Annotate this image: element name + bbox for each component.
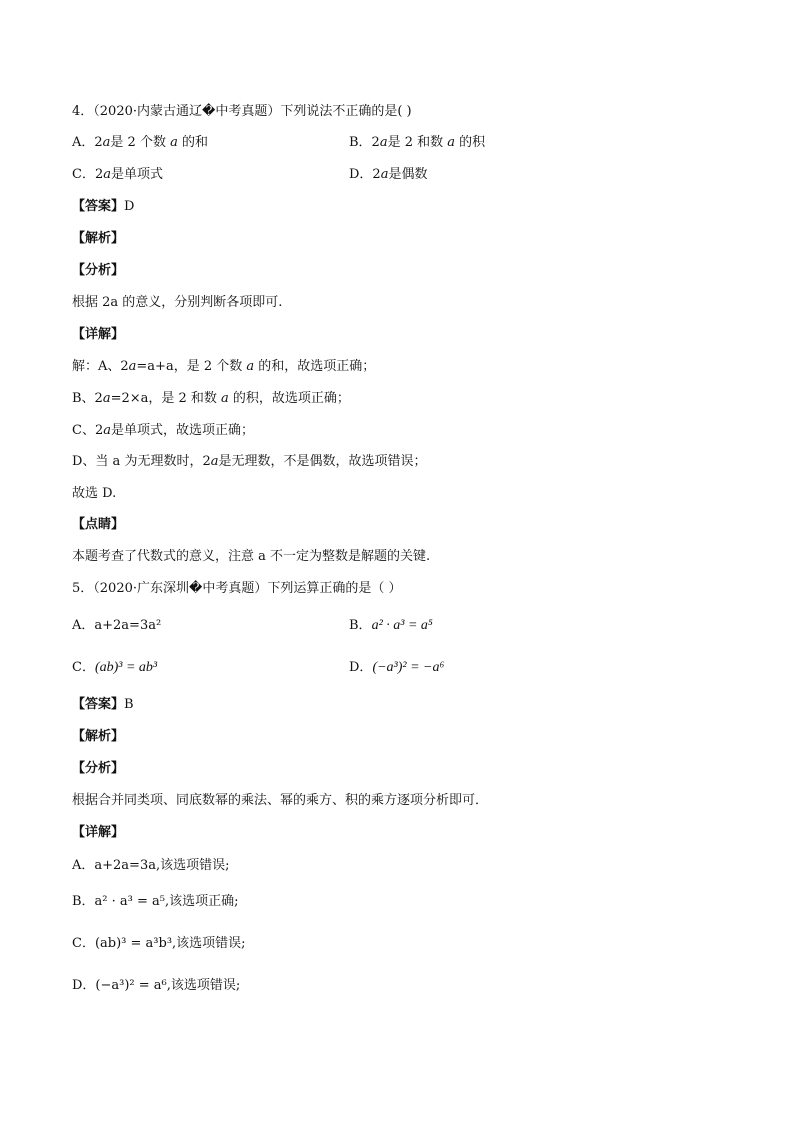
option-label: C． — [72, 660, 95, 675]
q4-dianjing-label: 【点睛】 — [72, 517, 125, 532]
q5-fenxi-text: 根据合并同类项、同底数幂的乘法、幂的乘方、积的乘方逐项分析即可． — [72, 793, 489, 808]
q4-option-a: A．2𝑎是 2 个数 𝑎 的和 — [72, 135, 208, 150]
q4-fenxi-text: 根据 2a 的意义，分别判断各项即可. — [72, 295, 283, 310]
option-label: B． — [349, 618, 372, 633]
math-expression: (−a³)² = −a⁶ — [372, 660, 445, 675]
q4-analysis-label: 【解析】 — [72, 231, 125, 246]
q4-title: 4．（2020·内蒙古通辽�中考真题）下列说法不正确的是( ) — [72, 104, 412, 119]
q5-title: 5．（2020·广东深圳�中考真题）下列运算正确的是（ ） — [72, 581, 402, 596]
q4-option-b: B．2𝑎是 2 和数 𝑎 的积 — [349, 135, 486, 150]
option-text: a+2a=3a² — [94, 618, 162, 633]
q5-fenxi-label: 【分析】 — [72, 761, 125, 776]
option-label: D． — [349, 660, 373, 675]
q4-detail-line: C、2𝑎是单项式，故选项正确； — [72, 423, 254, 438]
answer-value: D — [124, 199, 135, 214]
answer-label: 【答案】 — [72, 199, 125, 214]
q4-detail-line: D、当 a 为无理数时，2𝑎是无理数，不是偶数，故选项错误； — [72, 454, 427, 469]
q4-detail-line: 解：A、2𝑎=a+a，是 2 个数 𝑎 的和，故选项正确； — [72, 359, 376, 374]
q4-dianjing-text: 本题考查了代数式的意义，注意 a 不一定为整数是解题的关键. — [72, 549, 431, 564]
q5-option-a — [72, 617, 161, 635]
q4-fenxi-label: 【分析】 — [72, 263, 125, 278]
q5-option-d — [349, 659, 444, 677]
math-expression: (ab)³ = ab³ — [94, 660, 158, 675]
q4-detail-label: 【详解】 — [72, 327, 125, 342]
q5-analysis-label: 【解析】 — [72, 729, 125, 744]
q5-detail-label: 【详解】 — [72, 825, 125, 840]
answer-value: B — [124, 697, 134, 712]
q5-option-b — [349, 617, 433, 635]
q4-detail-line: B、2𝑎=2×a，是 2 和数 𝑎 的积，故选项正确； — [72, 391, 350, 406]
answer-label: 【答案】 — [72, 697, 125, 712]
q4-answer — [72, 198, 134, 216]
q4-option-c: C．2𝑎是单项式 — [72, 167, 163, 182]
q5-detail-line: A．a+2a=3a,该选项错误; — [72, 858, 230, 873]
option-label: A． — [72, 618, 95, 633]
q4-option-d: D．2𝑎是偶数 — [349, 167, 428, 182]
math-expression: a² · a³ = a⁵ — [371, 618, 433, 633]
q5-detail-line: D．(−a³)² = a⁶,该选项错误; — [72, 978, 241, 993]
q5-detail-line: C．(ab)³ = a³b³,该选项错误; — [72, 936, 246, 951]
q5-answer — [72, 696, 134, 714]
q5-detail-line: B．a² · a³ = a⁵,该选项正确; — [72, 894, 239, 909]
q5-option-c — [72, 659, 157, 677]
q4-detail-line: 故选 D. — [72, 486, 117, 501]
